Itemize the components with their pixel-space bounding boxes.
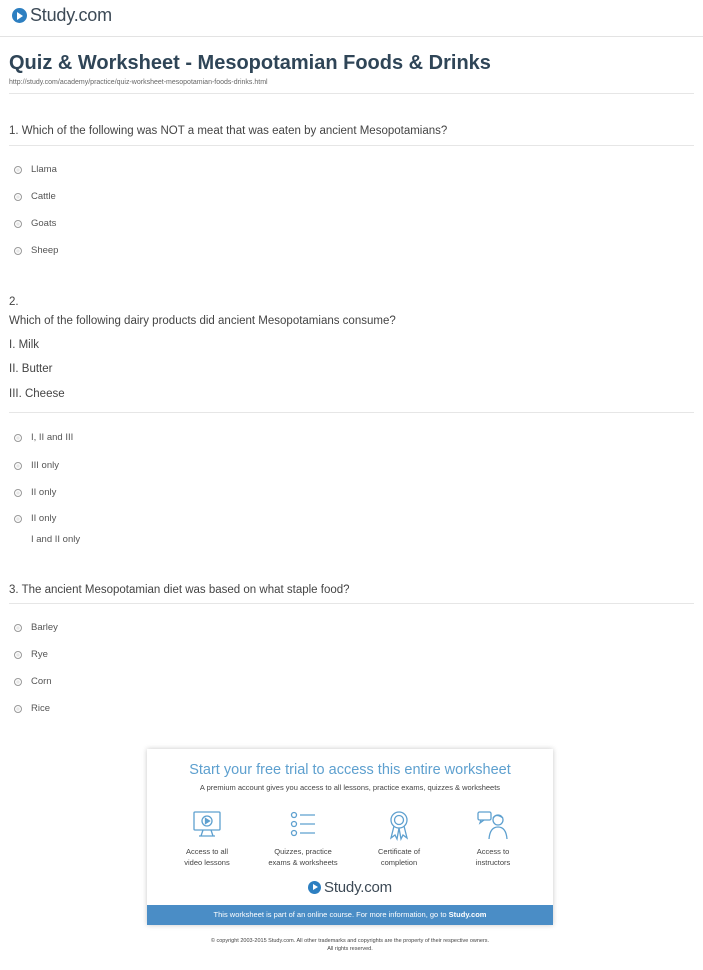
option-label: III only: [31, 460, 59, 471]
question-2-statement: II. Butter: [9, 363, 53, 375]
radio-button[interactable]: [14, 193, 22, 201]
radio-button[interactable]: [14, 624, 22, 632]
feature-quizzes: [253, 809, 353, 868]
option-label: Cattle: [31, 191, 56, 202]
answer-option[interactable]: [14, 487, 56, 498]
header-divider: [0, 36, 703, 37]
divider: [9, 93, 694, 94]
option-label: I, II and III: [31, 432, 74, 443]
radio-button[interactable]: [14, 462, 22, 470]
play-icon: [308, 881, 321, 894]
option-label: II only: [31, 513, 57, 524]
promo-bar-text: This worksheet is part of an online course. For more information, go to: [213, 910, 449, 919]
divider: [9, 603, 694, 604]
answer-option[interactable]: [14, 460, 59, 471]
logo-text: Study.com: [30, 5, 112, 25]
free-trial-promo: [147, 749, 553, 925]
option-label: Goats: [31, 218, 57, 229]
question-2-statement: I. Milk: [9, 339, 40, 351]
answer-option[interactable]: [14, 432, 73, 443]
radio-button[interactable]: [14, 651, 22, 659]
promo-info-bar: [147, 905, 553, 925]
answer-option[interactable]: [14, 513, 56, 524]
feature-instructors: [443, 809, 543, 868]
study-link[interactable]: Study.com: [448, 910, 487, 919]
option-label: Rice: [31, 703, 51, 714]
answer-option[interactable]: [14, 164, 57, 175]
page-title: Quiz & Worksheet - Mesopotamian Foods & Drinks: [9, 52, 491, 74]
quiz-list-icon: [286, 809, 320, 841]
promo-subtitle: A premium account gives you access to all lessons, practice exams, quizzes & worksheets: [199, 783, 501, 792]
question-2-number: 2.: [9, 296, 19, 308]
feature-label: Access to instructors: [475, 847, 511, 867]
option-label: Sheep: [31, 245, 59, 256]
answer-option[interactable]: [14, 218, 56, 229]
play-icon: [12, 8, 27, 23]
radio-button[interactable]: [14, 434, 22, 442]
radio-button[interactable]: [14, 247, 22, 255]
promo-study-logo[interactable]: [147, 879, 553, 896]
option-label: Llama: [31, 164, 57, 175]
answer-option[interactable]: [14, 191, 56, 202]
answer-option[interactable]: [14, 245, 58, 256]
question-3-text: 3. The ancient Mesopotamian diet was based on what staple food?: [9, 584, 350, 596]
feature-certificate: [349, 809, 449, 868]
promo-title[interactable]: Start your free trial to access this entire worksheet: [189, 762, 511, 778]
option-label: Corn: [31, 676, 52, 687]
feature-label: Quizzes, practice exams & worksheets: [268, 847, 338, 867]
copyright-notice: © copyright 2003-2015 Study.com. All other trademarks and copyrights are the property of their respective owners. All rights reserved.: [210, 938, 490, 952]
radio-button[interactable]: [14, 166, 22, 174]
radio-button[interactable]: [14, 678, 22, 686]
option-label: II only: [31, 487, 57, 498]
option-label: Rye: [31, 649, 48, 660]
answer-option[interactable]: [14, 703, 50, 714]
answer-option[interactable]: [14, 649, 48, 660]
feature-label: Certificate of completion: [377, 847, 421, 867]
answer-option[interactable]: [14, 676, 52, 687]
divider: [9, 145, 694, 146]
logo-text: Study.com: [324, 879, 392, 896]
feature-video-lessons: [157, 809, 257, 868]
radio-button[interactable]: [14, 489, 22, 497]
page-url: http://study.com/academy/practice/quiz-worksheet-mesopotamian-foods-drinks.html: [9, 79, 268, 86]
feature-label: Access to all video lessons: [184, 847, 230, 867]
radio-button[interactable]: [14, 705, 22, 713]
answer-option[interactable]: [14, 622, 58, 633]
radio-button[interactable]: [14, 220, 22, 228]
study-logo[interactable]: [12, 5, 112, 26]
certificate-icon: [382, 809, 416, 841]
video-lesson-icon: [190, 809, 224, 841]
question-2-text: Which of the following dairy products did ancient Mesopotamians consume?: [9, 315, 396, 327]
question-2-statement: III. Cheese: [9, 388, 65, 400]
divider: [9, 412, 694, 413]
option-extra-line: I and II only: [31, 534, 81, 545]
question-1-text: 1. Which of the following was NOT a meat that was eaten by ancient Mesopotamians?: [9, 125, 448, 137]
instructor-chat-icon: [476, 809, 510, 841]
option-label: Barley: [31, 622, 58, 633]
radio-button[interactable]: [14, 515, 22, 523]
